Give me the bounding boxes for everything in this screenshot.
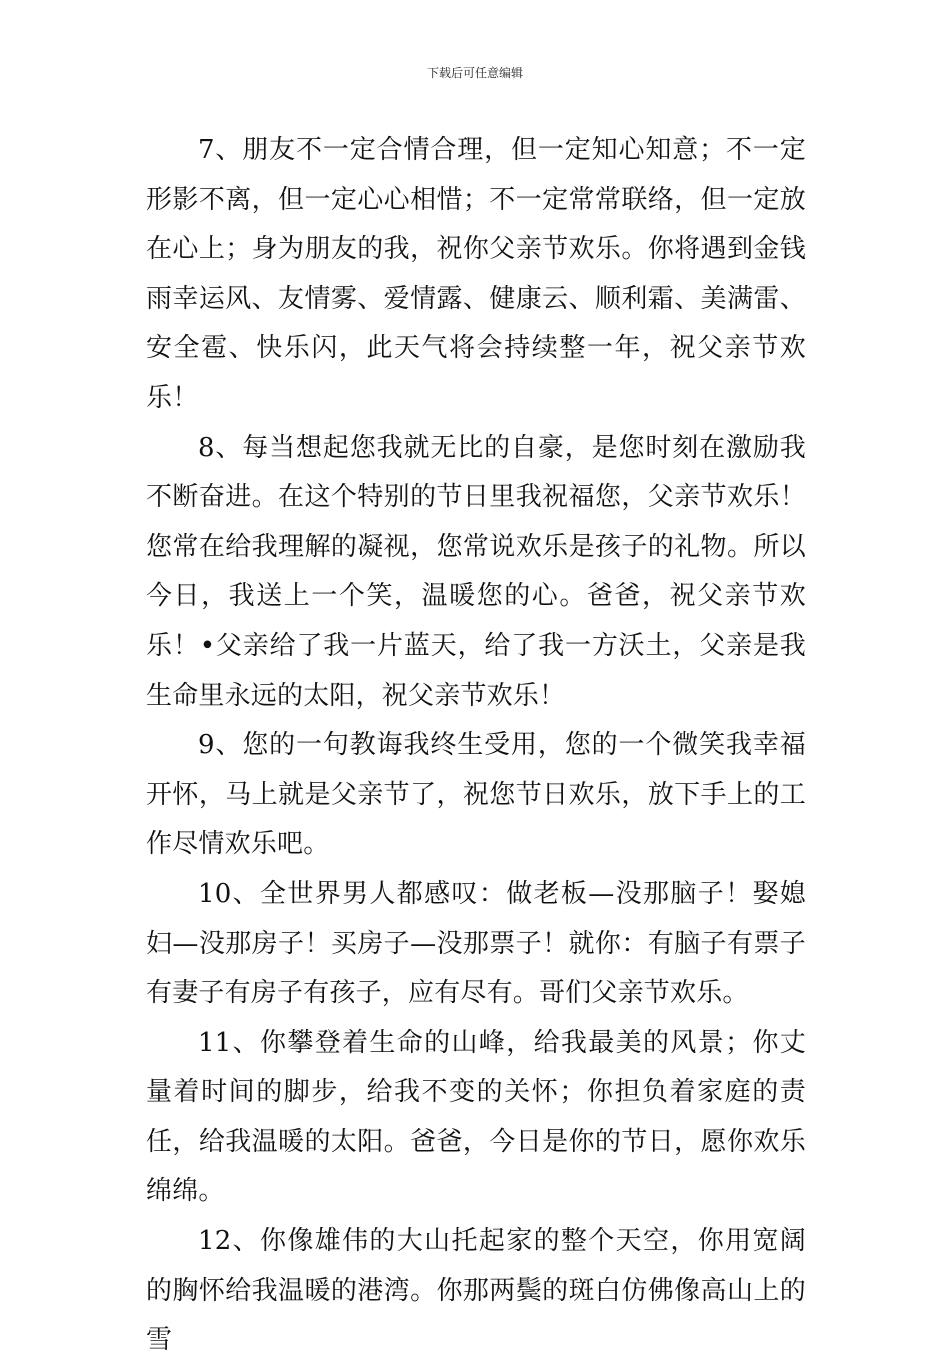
header-note: 下载后可任意编辑 <box>426 66 523 80</box>
paragraph-10: 10、全世界男人都感叹：做老板—没那脑子！娶媳妇—没那房子！买房子—没那票子！就你：有脑子有票子有妻子有房子有孩子，应有尽有。哥们父亲节欢乐。 <box>146 878 806 1009</box>
paragraph-12: 12、你像雄伟的大山托起家的整个天空，你用宽阔的胸怀给我温暖的港湾。你那两鬓的斑白仿佛像高山上的雪 <box>146 1226 806 1356</box>
paragraph-8: 8、每当想起您我就无比的自豪，是您时刻在激励我不断奋进。在这个特别的节日里我祝福您，父亲节欢乐！您常在给我理解的凝视，您常说欢乐是孩子的礼物。所以今日，我送上一个笑，温暖您的心。爸爸，祝父亲节欢乐！•父亲给了我一片蓝天，给了我一方沃土，父亲是我生命里永远的太阳，祝父亲节欢乐！ <box>146 432 806 711</box>
paragraph-9: 9、您的一句教诲我终生受用，您的一个微笑我幸福开怀，马上就是父亲节了，祝您节日欢乐，放下手上的工作尽情欢乐吧。 <box>146 730 806 860</box>
paragraph-11: 11、你攀登着生命的山峰，给我最美的风景；你丈量着时间的脚步，给我不变的关怀；你担负着家庭的责任，给我温暖的太阳。爸爸，今日是你的节日，愿你欢乐绵绵。 <box>146 1027 806 1207</box>
paragraph-7: 7、朋友不一定合情合理，但一定知心知意；不一定形影不离，但一定心心相惜；不一定常常联络，但一定放在心上；身为朋友的我，祝你父亲节欢乐。你将遇到金钱雨幸运风、友情雾、爱情露、健康云、顺利霜、美满雷、安全雹、快乐闪，此天气将会持续整一年，祝父亲节欢乐！ <box>146 135 806 413</box>
document-body <box>146 126 806 1366</box>
